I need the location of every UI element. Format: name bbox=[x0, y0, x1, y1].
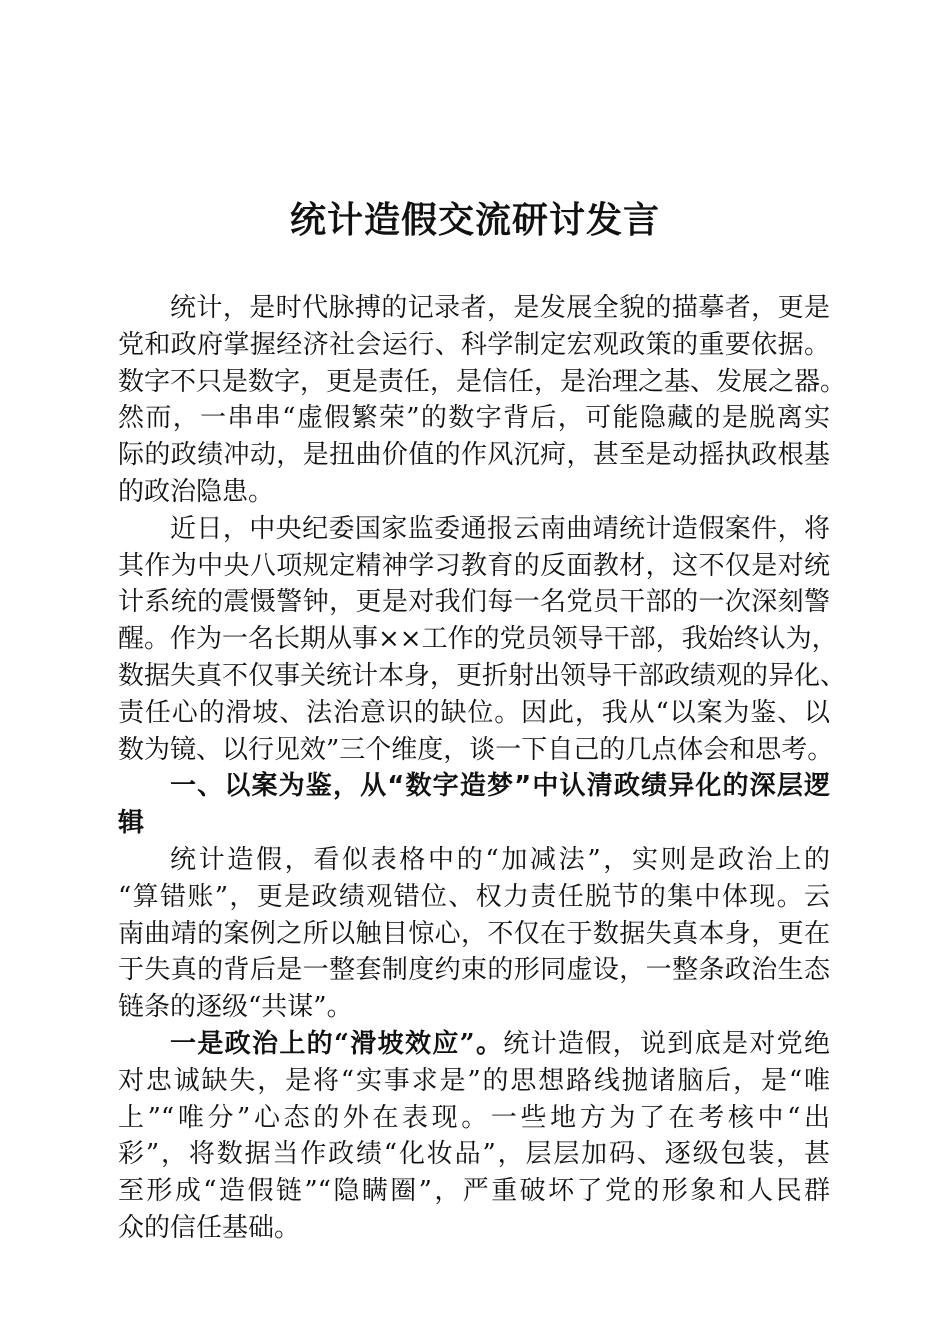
section-heading-line: 一、以案为鉴，从“数字造梦”中认清政绩异化的深层逻 bbox=[170, 771, 830, 802]
paragraph-1-line: 数字不只是数字，更是责任，是信任，是治理之基、发展之器。 bbox=[118, 366, 847, 397]
paragraph-2-line: 数为镜、以行见效”三个维度，谈一下自己的几点体会和思考。 bbox=[118, 734, 834, 765]
paragraph-2-line: 近日，中央纪委国家监委通报云南曲靖统计造假案件，将 bbox=[170, 513, 830, 544]
paragraph-3-line: 统计造假，看似表格中的“加减法”，实则是政治上的 bbox=[170, 844, 830, 875]
paragraph-1-line: 的政治隐患。 bbox=[118, 476, 275, 507]
paragraph-4-first-rest: 统计造假，说到底是对党绝 bbox=[503, 1028, 830, 1059]
paragraph-4-line: 对忠诚缺失，是将“实事求是”的思想路线抛诸脑后，是“唯 bbox=[118, 1065, 830, 1096]
paragraph-4-first-line bbox=[118, 1026, 830, 1063]
section-heading-line: 辑 bbox=[118, 808, 145, 839]
paragraph-4-line: 上”“唯分”心态的外在表现。一些地方为了在考核中“出 bbox=[118, 1102, 830, 1133]
paragraph-2-line: 计系统的震慑警钟，更是对我们每一名党员干部的一次深刻警 bbox=[118, 587, 830, 618]
paragraph-1-line: 统计，是时代脉搏的记录者，是发展全貌的描摹者，更是 bbox=[170, 293, 830, 323]
document-title: 统计造假交流研讨发言 bbox=[289, 199, 660, 241]
paragraph-4-line: 彩”，将数据当作政绩“化妆品”，层层加码、逐级包装，甚 bbox=[118, 1139, 830, 1170]
paragraph-4-lead: 一是政治上的“滑坡效应”。 bbox=[170, 1028, 504, 1059]
document-body bbox=[118, 290, 847, 1247]
paragraph-2-line: 其作为中央八项规定精神学习教育的反面教材，这不仅是对统 bbox=[118, 550, 830, 581]
paragraph-4-line: 众的信任基础。 bbox=[118, 1212, 301, 1243]
paragraph-2-line: 醒。作为一名长期从事××工作的党员领导干部，我始终认为， bbox=[118, 624, 838, 655]
paragraph-2-line: 责任心的滑坡、法治意识的缺位。因此，我从“以案为鉴、以 bbox=[118, 697, 830, 728]
paragraph-4-line: 至形成“造假链”“隐瞒圈”，严重破坏了党的形象和人民群 bbox=[118, 1176, 830, 1207]
paragraph-3-line: “算错账”，更是政绩观错位、权力责任脱节的集中体现。云 bbox=[118, 881, 830, 912]
paragraph-3-line: 南曲靖的案例之所以触目惊心，不仅在于数据失真本身，更在 bbox=[118, 918, 830, 949]
paragraph-3-line: 于失真的背后是一整套制度约束的形同虚设，一整条政治生态 bbox=[118, 955, 830, 986]
paragraph-1-line: 党和政府掌握经济社会运行、科学制定宏观政策的重要依据。 bbox=[118, 329, 830, 360]
paragraph-1-line: 然而，一串串“虚假繁荣”的数字背后，可能隐藏的是脱离实 bbox=[118, 403, 830, 434]
paragraph-3-line: 链条的逐级“共谋”。 bbox=[118, 992, 353, 1023]
paragraph-1-line: 际的政绩冲动，是扭曲价值的作风沉疴，甚至是动摇执政根基 bbox=[118, 440, 830, 471]
paragraph-2-line: 数据失真不仅事关统计本身，更折射出领导干部政绩观的异化、 bbox=[118, 660, 847, 691]
